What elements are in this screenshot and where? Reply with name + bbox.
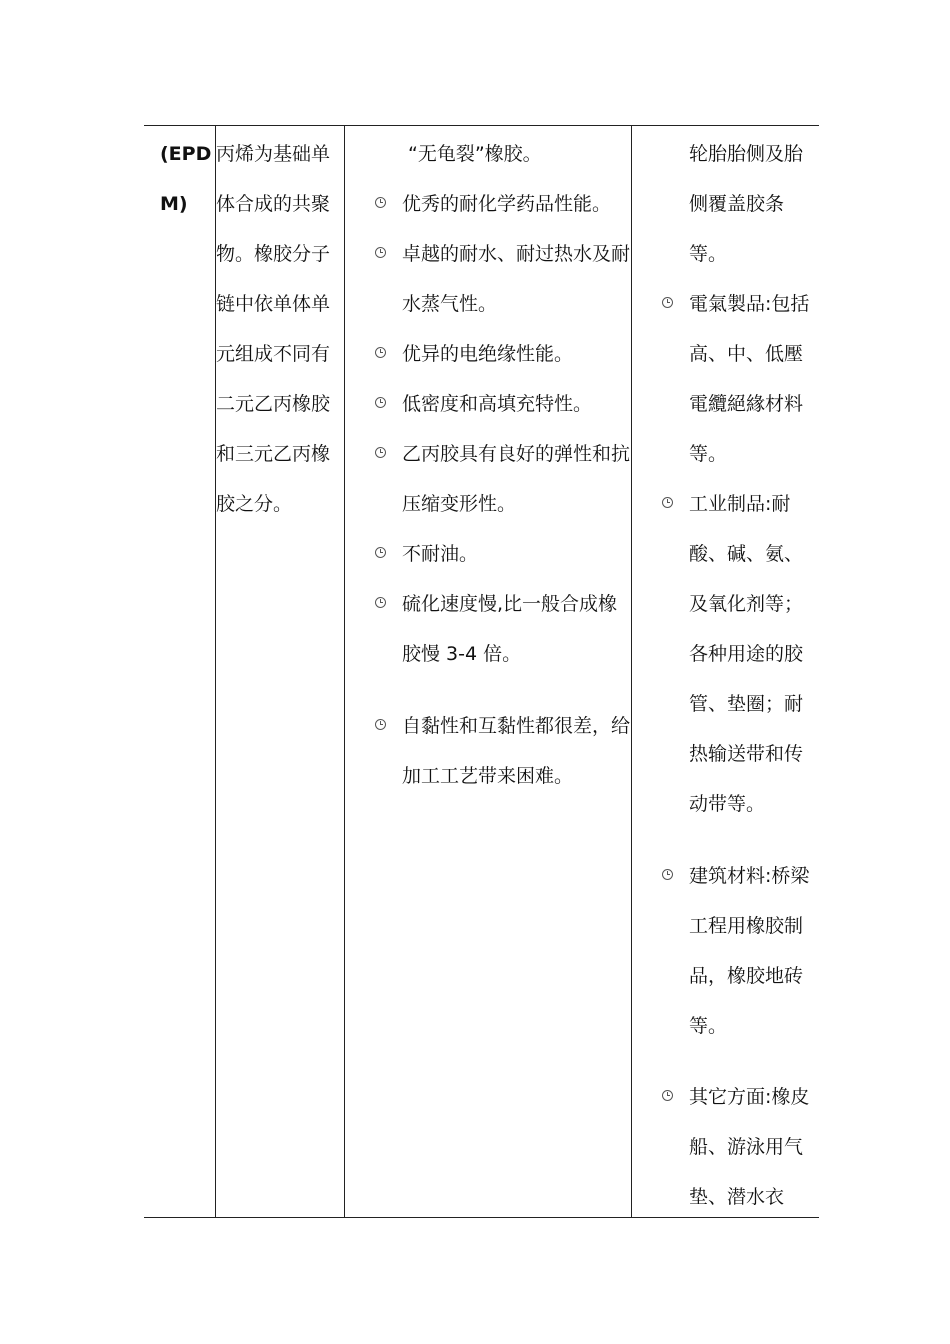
- description-line: 胶之分。: [216, 493, 293, 515]
- description-line: 和三元乙丙橡: [216, 443, 331, 465]
- property-line: 乙丙胶具有良好的弹性和抗: [402, 443, 631, 465]
- description-cell: [216, 126, 344, 1217]
- application-line: 等。: [689, 243, 728, 265]
- clock-bullet-icon: [662, 497, 673, 508]
- property-line: 卓越的耐水、耐过热水及耐: [402, 243, 631, 265]
- clock-bullet-icon: [375, 397, 386, 408]
- description-line: 丙烯为基础单: [216, 143, 331, 165]
- property-line: 水蒸气性。: [402, 293, 498, 315]
- application-line: 船、游泳用气: [689, 1136, 804, 1158]
- property-line: 不耐油。: [402, 543, 479, 565]
- clock-bullet-icon: [375, 547, 386, 558]
- property-line: 优异的电绝缘性能。: [402, 343, 574, 365]
- clock-bullet-icon: [375, 197, 386, 208]
- application-line: 工程用橡胶制: [689, 915, 804, 937]
- property-line: 自黏性和互黏性都很差，给: [402, 715, 631, 737]
- abbreviation-line: (EPD: [160, 143, 212, 165]
- application-line: 等。: [689, 1015, 728, 1037]
- properties-table: [144, 125, 819, 1218]
- properties-intro: “无龟裂”橡胶。: [408, 143, 542, 165]
- application-line: 等。: [689, 443, 728, 465]
- clock-bullet-icon: [375, 719, 386, 730]
- description-line: 体合成的共聚: [216, 193, 331, 215]
- description-line: 物。橡胶分子: [216, 243, 331, 265]
- clock-bullet-icon: [375, 597, 386, 608]
- application-line: 建筑材料:桥梁: [689, 865, 810, 887]
- application-line: 品，橡胶地砖: [689, 965, 804, 987]
- clock-bullet-icon: [662, 869, 673, 880]
- application-line: 侧覆盖胶条: [689, 193, 785, 215]
- application-line: 动带等。: [689, 793, 766, 815]
- description-line: 元组成不同有: [216, 343, 331, 365]
- abbreviation-line: M): [160, 193, 188, 215]
- properties-cell: [345, 126, 631, 1217]
- clock-bullet-icon: [662, 297, 673, 308]
- application-line: 高、中、低壓: [689, 343, 804, 365]
- application-line: 其它方面:橡皮: [689, 1086, 810, 1108]
- description-line: 链中依单体单: [216, 293, 331, 315]
- clock-bullet-icon: [375, 447, 386, 458]
- application-line: 電纜絕緣材料: [689, 393, 804, 415]
- property-line: 胶慢 3-4 倍。: [402, 643, 522, 665]
- property-line: 优秀的耐化学药品性能。: [402, 193, 612, 215]
- application-line: 電氣製品:包括: [689, 293, 810, 315]
- application-line: 垫、潜水衣: [689, 1186, 785, 1208]
- application-line: 管、垫圈；耐: [689, 693, 804, 715]
- clock-bullet-icon: [662, 1090, 673, 1101]
- application-line: 工业制品:耐: [689, 493, 791, 515]
- abbreviation-cell: [160, 126, 215, 1217]
- application-line: 及氧化剂等；: [689, 593, 804, 615]
- clock-bullet-icon: [375, 247, 386, 258]
- application-line: 各种用途的胶: [689, 643, 804, 665]
- description-line: 二元乙丙橡胶: [216, 393, 331, 415]
- property-line: 硫化速度慢,比一般合成橡: [402, 593, 618, 615]
- property-line: 压缩变形性。: [402, 493, 517, 515]
- application-line: 酸、碱、氨、: [689, 543, 804, 565]
- property-line: 加工工艺带来困难。: [402, 765, 574, 787]
- applications-cell: [632, 126, 819, 1217]
- application-line: 热输送带和传: [689, 743, 804, 765]
- application-line: 轮胎胎侧及胎: [689, 143, 804, 165]
- clock-bullet-icon: [375, 347, 386, 358]
- property-line: 低密度和高填充特性。: [402, 393, 593, 415]
